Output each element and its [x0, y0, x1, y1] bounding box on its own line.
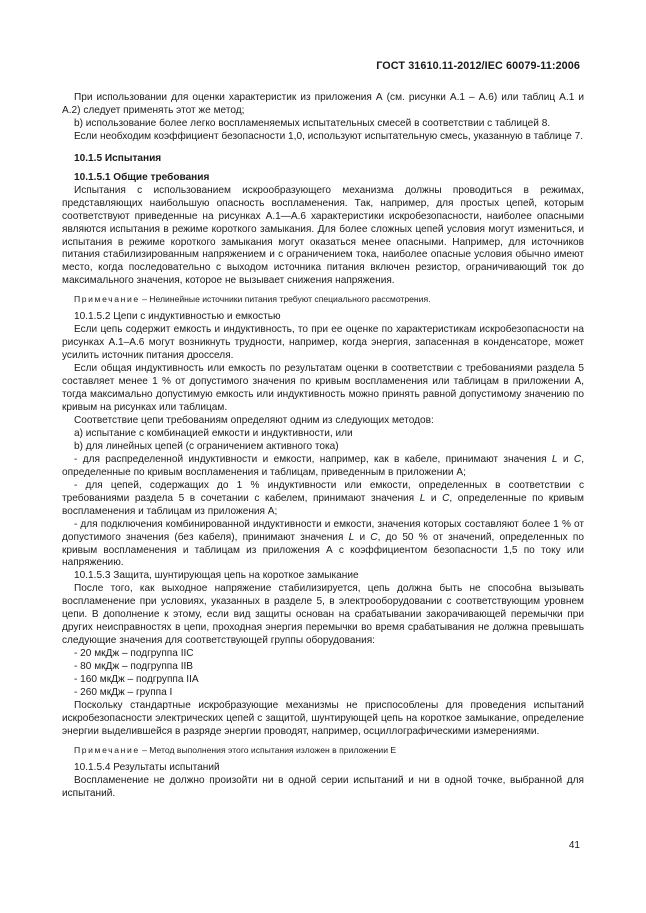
subsection-crowbar-p1: После того, как выходное напряжение стабилизируется, цепь должна быть не способна вызывать воспламенение при условиях, указанных в разделе 5, в электрооборудовании с соответствующим уровнем цепи. В дополнение к этому, если вид защиты основан на срабатывании закорачивающей перемычки при других неисправностях в цепи, проходная энергия перемычки во время срабатывания не должна превышать следующие значения для соответствующей группы оборудования:: [62, 583, 584, 647]
subsection-lc-p3: Соответствие цепи требованиям определяют одним из следующих методов:: [74, 414, 434, 426]
subsection-results-text: Воспламенение не должно произойти ни в одной серии испытаний и ни в одной точке, выбранной для испытаний.: [62, 774, 584, 799]
page-number: 41: [568, 840, 580, 851]
subsection-lc-title: 10.1.5.2 Цепи с индуктивностью и емкостью: [74, 311, 281, 323]
dash1-pre: - для распределенной индуктивности и емкости, например, как в кабеле, принимают значения: [74, 453, 552, 465]
method-a: a) испытание с комбинацией емкости и индуктивности, или: [74, 427, 353, 439]
dash-item-one-percent: [62, 480, 584, 519]
subsection-general-title: 10.1.5.1 Общие требования: [74, 171, 210, 183]
symbol-l: L: [348, 531, 355, 543]
page-content: [62, 92, 584, 801]
subsection-crowbar-p2: Поскольку стандартные искробразующие механизмы не приспособлены для проведения испытаний искробезопасности электрических цепей с защитой, шунтирующей цепь на короткое замыкание, определение энергии выделившейся в разряде энергии проводят, например, осциллографическими измерениями.: [62, 699, 584, 737]
word-and: и: [557, 453, 574, 465]
subsection-lc-p1: Если цепь содержит емкость и индуктивность, то при ее оценке по характеристикам искробезопасности на рисунках А.1–А.6 могут возникнуть трудности, например, когда энергия, запасенная в конденсаторе, может усилить источник питания дросселя.: [62, 324, 584, 362]
subsection-crowbar-title: 10.1.5.3 Защита, шунтирующая цепь на короткое замыкание: [74, 570, 359, 582]
dash3-pre: - для подключения комбинированной индуктивности и емкости, значения которых составляют более 1 % от допустимого значения (без кабеля), принимают значения: [62, 518, 584, 543]
intro-safety-factor: Если необходим коэффициент безопасности 1,0, используют испытательную смесь, указанную в таблице 7.: [74, 130, 584, 142]
group-limit-iic: - 20 мкДж – подгруппа IIC: [74, 648, 194, 660]
symbol-c: C: [370, 531, 378, 543]
dash2-post: , определенные по кривым воспламенения и таблицам из приложения А;: [62, 492, 584, 517]
note-label: Примечание: [74, 744, 140, 755]
subsection-results-title: 10.1.5.4 Результаты испытаний: [74, 761, 220, 773]
group-limit-iia: - 160 мкДж – подгруппа IIA: [74, 674, 199, 686]
group-limit-iib: - 80 мкДж – подгруппа IIB: [74, 661, 194, 673]
method-b: b) для линейных цепей (с ограничением активного тока): [74, 440, 339, 452]
document-header: ГОСТ 31610.11-2012/IEC 60079-11:2006: [376, 60, 580, 72]
symbol-l: L: [419, 492, 426, 504]
dash2-pre: - для цепей, содержащих до 1 % индуктивности или емкости, определенных в соответствии с требованиями раздела 5 в сочетании с кабелем, принимают значения: [62, 479, 584, 504]
note-nonlinear: [62, 294, 584, 305]
intro-paragraph: При использовании для оценки характеристик из приложения А (см. рисунки А.1 – А.6) или таблиц А.1 и А.2) следует применять этот же метод;: [62, 92, 584, 116]
intro-item-b: b) использование более легко воспламеняемых испытательных смесей в соответствии с таблицей 8.: [74, 117, 551, 129]
note-label: Примечание: [74, 294, 140, 305]
group-limit-i: - 260 мкДж – группа I: [74, 686, 173, 698]
symbol-c: C: [442, 492, 450, 504]
dash1-post: , определенные по кривым воспламенения и таблицам, приведенным в приложении А;: [62, 453, 584, 478]
word-and: и: [354, 531, 371, 543]
dash-item-distributed: [62, 454, 584, 480]
section-title: 10.1.5 Испытания: [74, 152, 162, 164]
dash-item-combined: [62, 519, 584, 571]
subsection-general-text: Испытания с использованием искрообразующего механизма должны проводиться в режимах, представляющих наибольшую опасность воспламенения. Так, например, для простых цепей, которым соответствуют приведенные на рисунках А.1—А.6 характеристики искробезопасности, наиболее опасными являются испытания в режиме короткого замыкания. Для более сложных цепей условия могут измениться, и испытания в режиме короткого замыкания могут оказаться менее опасными. Например, для источников питания стабилизированным напряжением и с ограничением тока, наиболее опасные условия обычно имеют место, когда последовательно с выходом источника питания включен резистор, ограничивающий ток до максимального значения, которое не вызывает снижения напряжения.: [62, 184, 584, 287]
note-annex-e: [62, 745, 584, 756]
note-text: – Метод выполнения этого испытания изложен в приложении Е: [139, 744, 397, 755]
dash3-post: , до 50 % от значений, определенных по кривым воспламенения и таблицам из приложения А с коэффициентом безопасности 1,5 по току или напряжению.: [62, 531, 584, 569]
subsection-lc-p2: Если общая индуктивность или емкость по результатам оценки в соответствии с требованиями раздела 5 составляет менее 1 % от допустимого значения по кривым воспламенения или таблицам в приложении А, тогда максимально допустимую емкость или индуктивность можно принять равной допустимому значению по кривым на рисунках или таблицам.: [62, 363, 584, 414]
word-and: и: [425, 492, 443, 504]
note-text: – Нелинейные источники питания требуют специального рассмотрения.: [139, 294, 431, 305]
symbol-c: C: [573, 453, 582, 465]
symbol-l: L: [551, 453, 558, 465]
